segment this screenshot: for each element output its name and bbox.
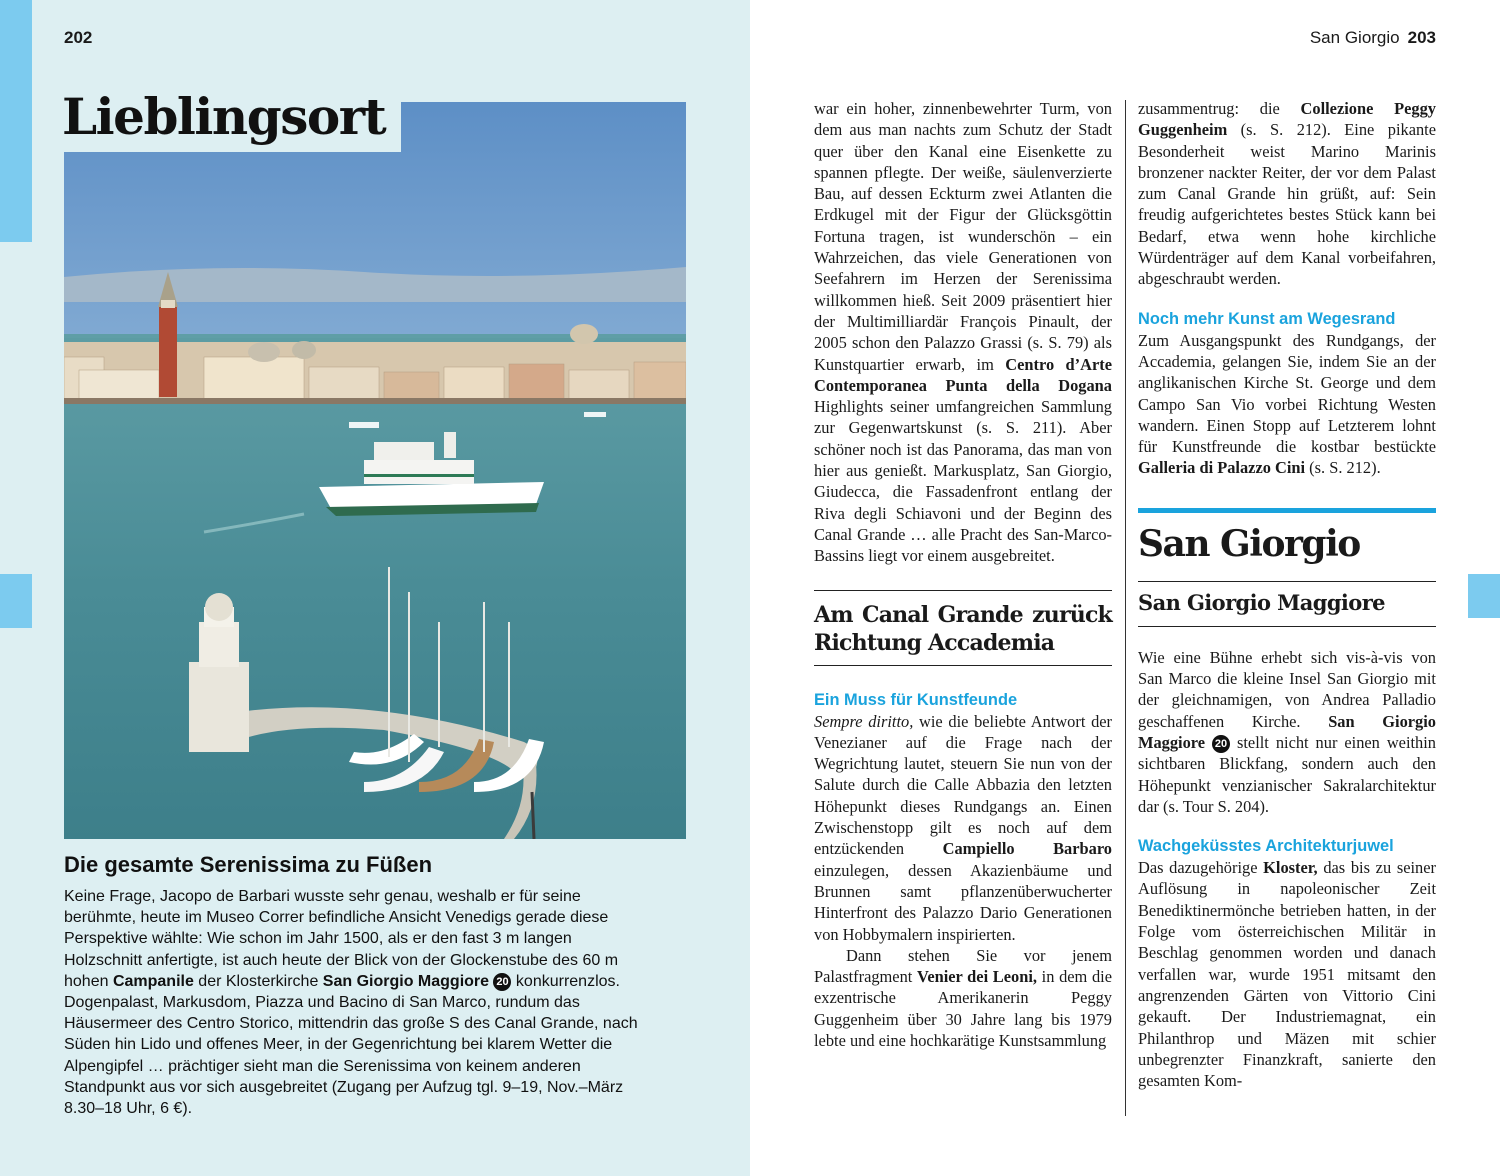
page-number: 203	[1407, 28, 1436, 47]
heading-rule	[1138, 581, 1436, 582]
sight-number-badge: 20	[493, 973, 511, 991]
paragraph: Dann stehen Sie vor jenem Palastfragment Venier dei Leoni, in dem die exzentrische Amerikanerin Peggy Guggenheim über 30 Jahre lang bis 1979 lebte und eine hochkarätige Kunstsammlung	[814, 945, 1112, 1050]
sight-heading: San Giorgio Maggiore	[1138, 589, 1385, 615]
running-head-title: San Giorgio	[1309, 28, 1400, 47]
bold-term: Campiello Barbaro	[942, 839, 1112, 859]
text-column-1	[814, 98, 1112, 1051]
paragraph: zusammentrug: die Collezione Peggy Guggenheim (s. S. 212). Eine pikante Besonderheit weist Marino Marinis bronzener nackter Reiter, der vor dem Palast zum Canal Grande hin grüßt, auf: Sein freudig aufgerichtetes bestes Stück kann bei Bedarf, etwa wenn hohe kirchliche Würdenträger auf dem Kanal vorbeifahren, abgeschraubt werden.	[1138, 99, 1436, 289]
subheading: Ein Muss für Kunstfeunde	[814, 690, 1018, 709]
bold-term: Campanile	[112, 972, 194, 990]
column-divider	[1125, 100, 1126, 1116]
sight-number-badge: 20	[1212, 735, 1230, 753]
chapter-heading: San Giorgio	[1138, 522, 1360, 565]
chapter-tab	[0, 0, 32, 242]
bold-term: Collezione Peggy Guggenheim	[1138, 99, 1436, 140]
paragraph: war ein hoher, zinnenbewehrter Turm, von dem aus man nachts zum Schutz der Stadt quer über den Kanal eine Eisenkette zu spannen pflegte. Der weiße, säulenverzierte Bau, auf dessen Eckturm zwei Atlanten die Erdkugel mit der Figur der Glücksgöttin Fortuna tragen, ist wunderschön – ein Wahrzeichen, das viele Generationen von Seefahrern im Herzen der Serenissima willkommen hieß. Seit 2009 präsentiert hier der Multimilliardär François Pinault, der 2005 schon den Palazzo Grassi (s. S. 79) als Kunstquartier erwarb, im Centro d’Arte Contemporanea Punta della Dogana Highlights seiner umfangreichen Sammlung zur Gegenwartskunst (s. S. 211). Aber schöner noch ist das Panorama, das man von hier aus genießt. Markusplatz, San Giorgio, Giudecca, die Fassadenfront entlang der Riva degli Schiavoni und der Beginn des Canal Grande … alle Pracht des San-Marco-Bassins liegt vor einem ausgebreitet.	[814, 99, 1112, 566]
running-head	[1310, 28, 1436, 48]
subheading: Noch mehr Kunst am Wegesrand	[1138, 309, 1396, 328]
favorite-heading: Die gesamte Serenissima zu Füßen	[64, 852, 433, 877]
page-number: 202	[64, 28, 93, 47]
bold-term: San Giorgio Maggiore	[1138, 711, 1436, 752]
section-rule	[814, 590, 1112, 591]
bold-term: Kloster,	[1263, 858, 1318, 878]
section-heading: Am Canal Grande zurück Richtung Accademia	[814, 601, 1112, 656]
paragraph: Sempre diritto, wie die beliebte Antwort der Venezianer auf die Frage nach der Wegrichtung lautet, steuern Sie nun von der Salute durch die Calle Abbazia den letzten Höhepunkt dieses Rundgangs an. Einen Zwischenstopp gilt es noch auf dem entzückenden Campiello Barbaro einzulegen, dessen Akazienbäume und Brunnen samt pflanzenüberwucherter Hinterfront des Palazzo Dario Generationen von Hobbymalern inspirierten.	[814, 711, 1112, 944]
subheading: Wachgeküsstes Architekturjuwel	[1138, 837, 1394, 856]
favorite-place-label: Lieblingsort	[50, 86, 401, 152]
bold-term: San Giorgio Maggiore	[322, 972, 490, 990]
paragraph: Wie eine Bühne erhebt sich vis-à-vis von San Marco die kleine Insel San Giorgio mit der gleichnamigen, von Andrea Palladio geschaffenen Kirche. San Giorgio Maggiore 20 stellt nicht nur einen weithin sichtbaren Blickfang, sondern auch den Höhepunkt venzianischer Sakralarchitektur dar (s. Tour S. 204).	[1138, 647, 1436, 816]
chapter-tab-marker	[0, 574, 32, 628]
text-column-2	[1138, 98, 1436, 1091]
favorite-text: Keine Frage, Jacopo de Barbari wusste sehr genau, weshalb er für seine berühmte, heute im Museo Correr befindliche Ansicht Venedigs gerade diese Perspektive wählte: Wie schon im Jahr 1500, als er den fast 3 m langen Holzschnitt anfertigte, ist auch heute der Blick von der Glockenstube des 60 m hohen Campanile der Klosterkirche San Giorgio Maggiore 20 konkurrenzlos. Dogenpalast, Markusdom, Piazza und Bacino di San Marco, rundum das Häusermeer des Centro Storico, mittendrin das große S des Canal Grande, nach Süden hin Lido und offenes Meer, in der Gegenrichtung bei klarem Wetter die Alpengipfel … prächtiger sieht man die Serenissima von keinem anderen Standpunkt aus vor sich ausgebreitet (Zugang per Aufzug tgl. 9–19, Nov.–März 8.30–18 Uhr, 6 €).	[64, 888, 638, 1118]
section-heading-rule	[814, 665, 1112, 666]
chapter-rule	[1138, 508, 1436, 513]
venice-aerial-photo	[64, 102, 686, 839]
bold-term: Galleria di Palazzo Cini	[1138, 458, 1306, 478]
chapter-tab-marker	[1468, 574, 1500, 618]
sight-heading-rule	[1138, 626, 1436, 627]
paragraph: Zum Ausgangspunkt des Rundgangs, der Accademia, gelangen Sie, indem Sie an der anglikanischen Kirche St. George und dem Campo San Vio vorbei Richtung Westen wandern. Einen Stopp auf Letzterem lohnt für Kunstfreunde die kostbar bestückte Galleria di Palazzo Cini (s. S. 212).	[1138, 330, 1436, 478]
bold-term: Centro d’Arte Contemporanea Punta della Dogana	[814, 354, 1112, 395]
paragraph: Das dazugehörige Kloster, das bis zu seiner Auflösung in napoleonischer Zeit Benediktinermönche betrieben hatten, in der Folge vom österreichischen Militär in Beschlag genommen worden und danach verfallen war, wurde 1951 mitsamt den angrenzenden Gärten von Vittorio Cini gekauft. Der Industriemagnat, ein Philanthrop und Mäzen mit schier unbegrenzter Finanzkraft, sanierte den gesamten Kom-	[1138, 858, 1436, 1091]
bold-term: Venier dei Leoni,	[916, 967, 1037, 987]
right-page	[750, 0, 1500, 1176]
